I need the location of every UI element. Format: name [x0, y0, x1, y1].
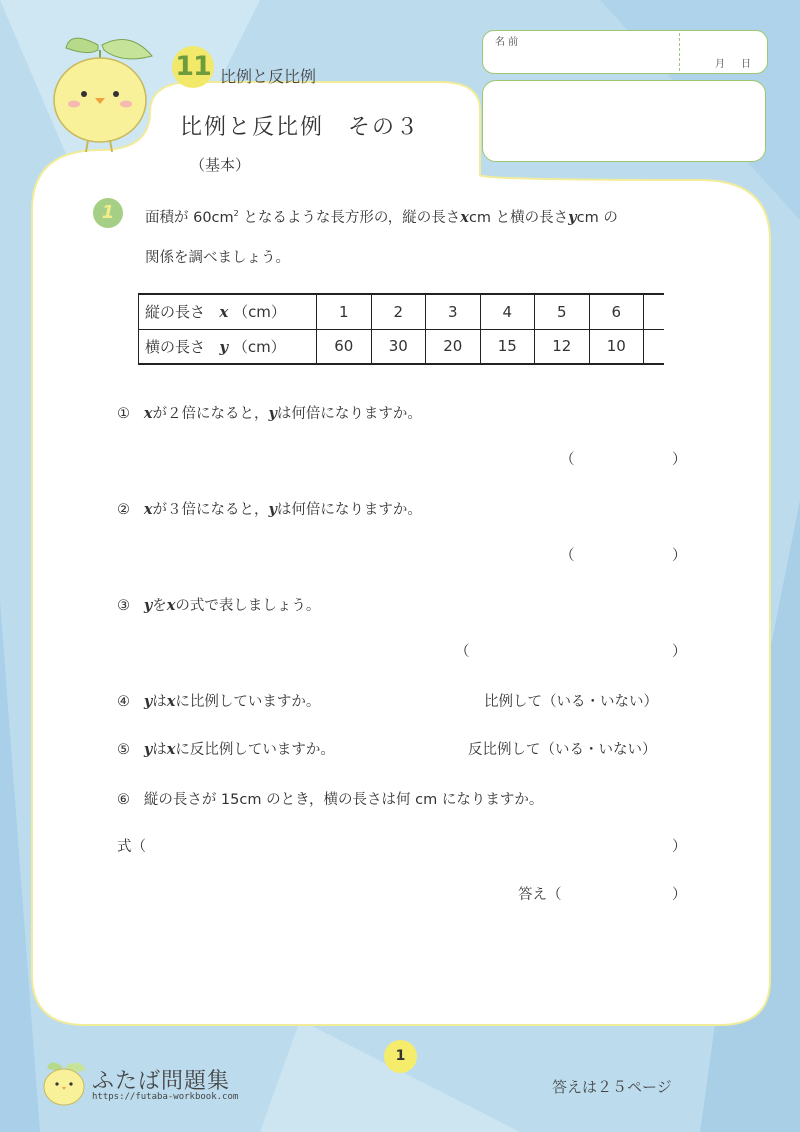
table-row-x — [139, 294, 664, 329]
table-cell: 20 — [426, 329, 481, 364]
answer-paren-close: ） — [672, 452, 687, 468]
choice-inverse-proportional[interactable]: 反比例して（いる・いない） — [468, 742, 657, 758]
choice-proportional[interactable]: 比例して（いる・いない） — [484, 694, 658, 710]
table-cell: 10 — [589, 329, 644, 364]
level-label: （基本） — [190, 156, 251, 174]
answer-paren-close: ） — [672, 887, 687, 903]
answer-paren-close: ） — [672, 644, 687, 660]
name-divider — [679, 33, 680, 71]
table-cell-continuation — [644, 329, 664, 364]
site-url[interactable]: https://futaba-workbook.com — [92, 1092, 239, 1102]
formula-label: 式（ — [117, 839, 146, 855]
answer-paren-open: （ — [560, 452, 575, 468]
table-cell: 60 — [317, 329, 372, 364]
question-3: ③ yをxの式で表しましょう。 — [117, 597, 321, 614]
formula-paren-close: ） — [672, 839, 687, 855]
question-1: ① xが２倍になると，yは何倍になりますか。 — [117, 405, 422, 422]
score-box[interactable] — [482, 80, 766, 162]
page-number-badge: 1 — [384, 1040, 417, 1073]
answer-page-reference: 答えは２５ページ — [552, 1078, 672, 1096]
answer-label: 答え（ — [518, 887, 562, 903]
page-title: 比例と反比例 その３ — [180, 115, 421, 140]
table-cell: 30 — [371, 329, 426, 364]
site-logo-text: ふたば問題集 — [92, 1069, 231, 1094]
answer-paren-open: （ — [560, 548, 575, 564]
table-cell: 2 — [371, 294, 426, 329]
table-cell-continuation — [644, 294, 664, 329]
problem-statement-line1: 面積が $60cm^2$ となるような長方形の，縦の長さxcm と横の長さycm の — [145, 209, 618, 226]
month-label: 月 — [715, 59, 725, 70]
table-cell: 15 — [480, 329, 535, 364]
question-6: ⑥ 縦の長さが 15cm のとき，横の長さは何 cm になりますか。 — [117, 792, 544, 808]
table-cell: 12 — [535, 329, 590, 364]
table-cell: 3 — [426, 294, 481, 329]
unit-number-badge: 11 — [172, 46, 214, 88]
name-field[interactable] — [482, 30, 768, 74]
answer-paren-close: ） — [672, 548, 687, 564]
table-cell: 1 — [317, 294, 372, 329]
question-4: ④ yはxに比例していますか。 — [117, 693, 321, 710]
table-cell: 5 — [535, 294, 590, 329]
question-2: ② xが３倍になると，yは何倍になりますか。 — [117, 501, 422, 518]
name-label: 名 前 — [495, 37, 519, 48]
table-cell: 4 — [480, 294, 535, 329]
row-header-x: 縦の長さ x （cm） — [139, 294, 317, 329]
footer-chick-icon — [44, 1062, 86, 1105]
table-cell: 6 — [589, 294, 644, 329]
problem-statement-line2: 関係を調べましょう。 — [145, 250, 290, 266]
var-y: y — [568, 209, 577, 226]
row-header-y: 横の長さ y （cm） — [139, 329, 317, 364]
day-label: 日 — [741, 59, 751, 70]
var-x: x — [460, 209, 469, 226]
problem-number-badge: 1 — [93, 198, 123, 228]
data-table — [138, 293, 664, 365]
answer-paren-open: （ — [455, 644, 470, 660]
question-5: ⑤ yはxに反比例していますか。 — [117, 741, 335, 758]
unit-title: 比例と反比例 — [220, 67, 317, 86]
table-row-y — [139, 329, 664, 364]
